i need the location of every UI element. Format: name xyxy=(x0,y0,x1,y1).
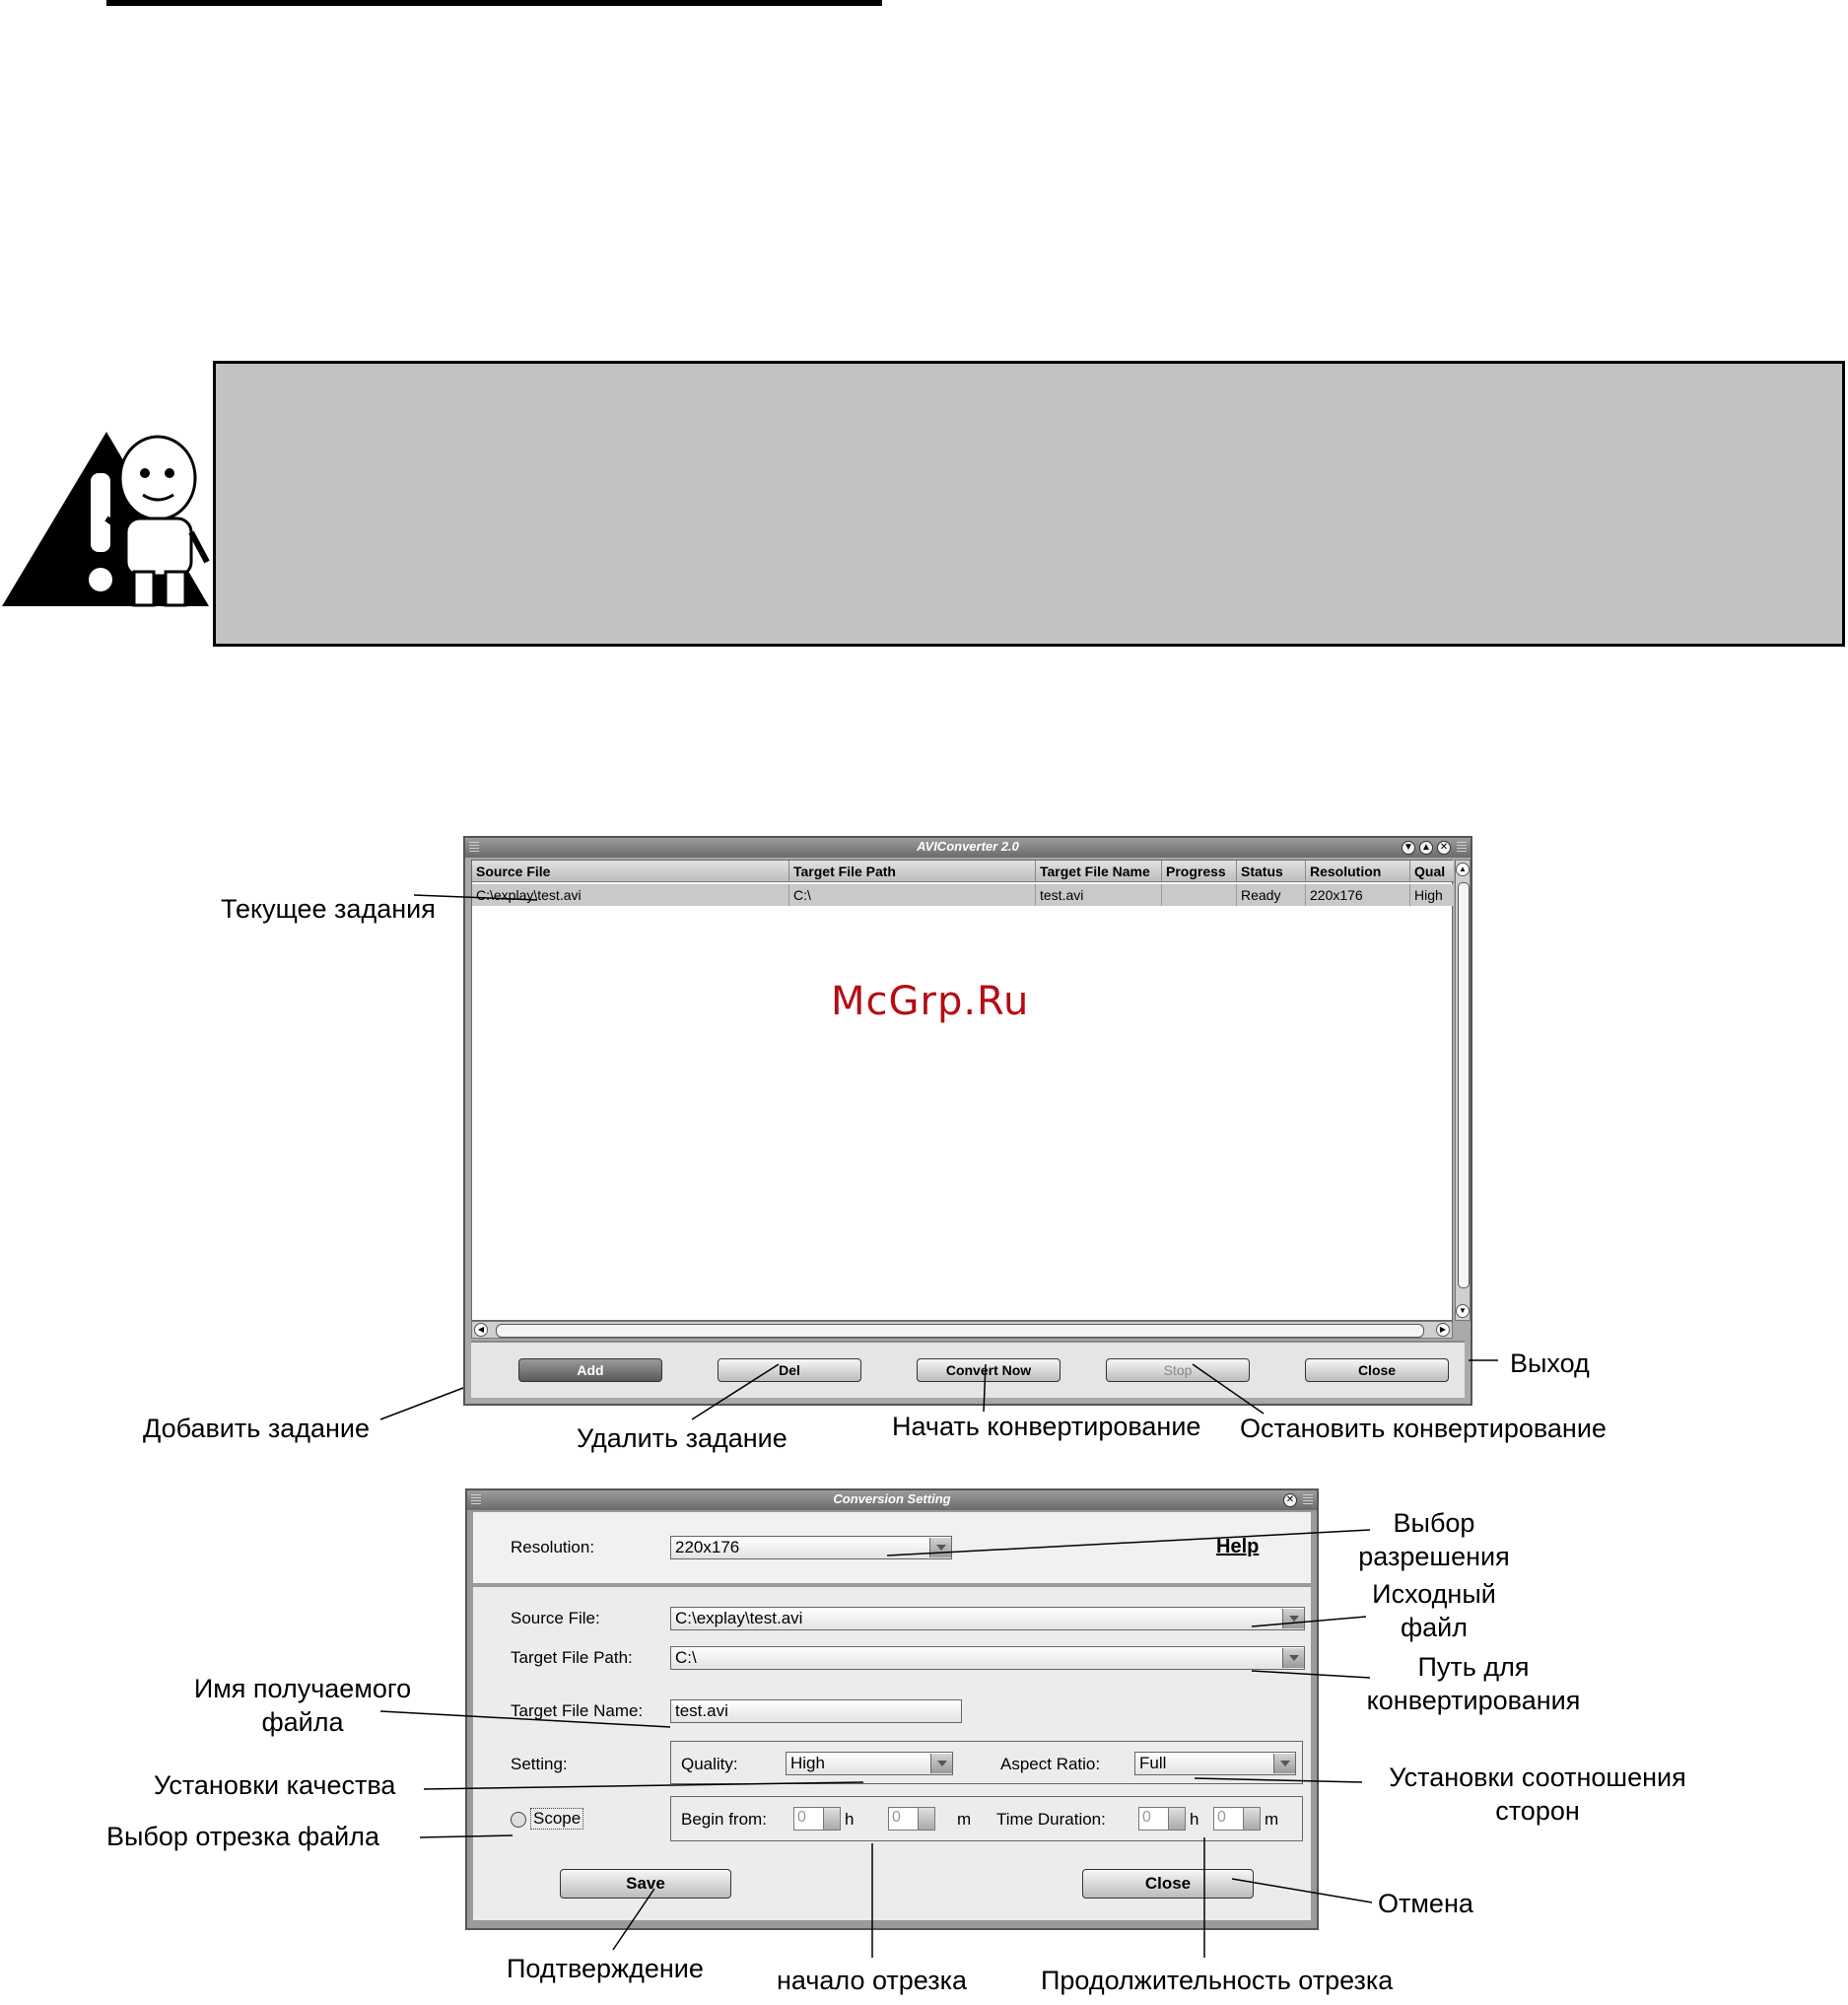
resolution-value: 220x176 xyxy=(675,1538,740,1556)
annotation-line: файл xyxy=(1400,1613,1469,1642)
settings-panel xyxy=(473,1587,1311,1920)
annotation-scope-choice: Выбор отрезка файла xyxy=(106,1822,380,1851)
source-file-label: Source File: xyxy=(511,1609,600,1627)
cell-quality: High xyxy=(1410,884,1454,906)
browse-icon[interactable] xyxy=(1282,1648,1304,1668)
cell-progress xyxy=(1162,884,1237,906)
stop-button[interactable]: Stop xyxy=(1106,1358,1250,1382)
chevron-down-icon[interactable] xyxy=(1273,1754,1295,1773)
aspect-ratio-value: Full xyxy=(1139,1754,1167,1772)
cell-target-name: test.avi xyxy=(1036,884,1162,906)
source-file-value: C:\explay\test.avi xyxy=(675,1609,803,1627)
scope-label[interactable]: Scope xyxy=(530,1808,583,1830)
aspect-ratio-label: Aspect Ratio: xyxy=(1000,1755,1101,1773)
annotation-line: сторон xyxy=(1495,1796,1580,1826)
minutes-unit: m xyxy=(957,1810,972,1829)
scroll-down-icon[interactable]: ▼ xyxy=(1456,1304,1470,1318)
source-file-field[interactable] xyxy=(670,1607,1305,1630)
annotation-segment-duration: Продолжительность отрезка xyxy=(1041,1966,1394,1995)
column-header-source[interactable]: Source File xyxy=(472,861,789,882)
grip-icon xyxy=(1303,1494,1313,1506)
target-name-label: Target File Name: xyxy=(511,1701,644,1720)
target-name-input[interactable]: test.avi xyxy=(670,1699,962,1723)
convert-now-button[interactable]: Convert Now xyxy=(917,1358,1061,1382)
column-header-target-path[interactable]: Target File Path xyxy=(789,861,1036,882)
annotation-line: разрешения xyxy=(1358,1542,1510,1571)
vertical-scrollbar[interactable] xyxy=(1455,860,1471,1321)
close-button[interactable]: Close xyxy=(1082,1869,1254,1899)
horizontal-scrollbar[interactable] xyxy=(471,1321,1453,1339)
horizontal-scroll-thumb[interactable] xyxy=(496,1324,1424,1338)
quality-label: Quality: xyxy=(681,1755,738,1773)
duration-hours-spinner[interactable]: 0 xyxy=(1138,1807,1186,1831)
column-header-quality[interactable]: Qual xyxy=(1410,861,1454,882)
task-list[interactable] xyxy=(471,860,1453,1321)
annotation-line: Имя получаемого xyxy=(193,1674,412,1703)
title-bar xyxy=(467,1490,1317,1510)
minutes-unit: m xyxy=(1265,1810,1279,1829)
aspect-ratio-select[interactable] xyxy=(1134,1752,1296,1775)
browse-icon[interactable] xyxy=(1282,1609,1304,1628)
annotation-quality-settings: Установки качества xyxy=(154,1770,396,1800)
avi-converter-window xyxy=(463,836,1472,1406)
warning-robot-icon xyxy=(0,424,212,611)
annotation-cancel: Отмена xyxy=(1378,1889,1473,1918)
close-icon[interactable]: ✕ xyxy=(1283,1493,1297,1507)
annotation-delete-task: Удалить задание xyxy=(577,1423,787,1453)
column-header-resolution[interactable]: Resolution xyxy=(1306,861,1410,882)
annotation-line: файла xyxy=(261,1707,344,1737)
annotation-target-name xyxy=(179,1672,426,1739)
cell-target-path: C:\ xyxy=(789,884,1036,906)
annotation-current-task: Текущее задания xyxy=(221,894,436,924)
column-header-status[interactable]: Status xyxy=(1237,861,1306,882)
time-duration-label: Time Duration: xyxy=(996,1810,1106,1829)
setting-group xyxy=(670,1741,1303,1784)
annotation-stop-convert: Остановить конвертирование xyxy=(1240,1414,1607,1443)
hours-unit: h xyxy=(1190,1810,1199,1829)
top-rule xyxy=(106,0,882,6)
setting-label: Setting: xyxy=(511,1755,568,1773)
cell-source: C:\explay\test.avi xyxy=(472,884,789,906)
annotation-line: Исходный xyxy=(1372,1579,1496,1609)
quality-value: High xyxy=(790,1754,825,1772)
help-link[interactable]: Help xyxy=(1216,1536,1260,1557)
scope-radio[interactable] xyxy=(511,1812,526,1828)
chevron-down-icon[interactable] xyxy=(930,1754,952,1773)
resolution-label: Resolution: xyxy=(511,1538,595,1556)
annotation-aspect-settings xyxy=(1380,1761,1695,1828)
save-button[interactable]: Save xyxy=(560,1869,731,1899)
cell-resolution: 220x176 xyxy=(1306,884,1410,906)
target-path-value: C:\ xyxy=(675,1648,697,1667)
scope-group xyxy=(670,1796,1303,1841)
del-button[interactable]: Del xyxy=(718,1358,861,1382)
grip-icon xyxy=(1457,842,1467,854)
annotation-line: Выбор xyxy=(1393,1508,1475,1538)
annotation-confirm: Подтверждение xyxy=(507,1954,704,1983)
begin-hours-spinner[interactable]: 0 xyxy=(793,1807,841,1831)
hours-unit: h xyxy=(845,1810,855,1829)
window-title: AVIConverter 2.0 xyxy=(917,839,1019,854)
title-bar xyxy=(465,838,1471,858)
annotation-line: Путь для xyxy=(1417,1652,1530,1682)
resolution-select[interactable] xyxy=(670,1536,952,1559)
duration-minutes-spinner[interactable]: 0 xyxy=(1213,1807,1261,1831)
close-button[interactable]: Close xyxy=(1305,1358,1449,1382)
target-path-field[interactable] xyxy=(670,1646,1305,1670)
minimize-icon[interactable]: ▼ xyxy=(1402,841,1415,855)
quality-select[interactable] xyxy=(786,1752,953,1775)
annotation-start-convert: Начать конвертирование xyxy=(892,1412,1201,1441)
watermark: McGrp.Ru xyxy=(831,979,1030,1024)
resolution-panel xyxy=(473,1512,1311,1583)
conversion-setting-window xyxy=(465,1488,1319,1930)
window-title: Conversion Setting xyxy=(833,1491,951,1506)
annotation-line: Установки соотношения xyxy=(1389,1763,1686,1792)
column-header-progress[interactable]: Progress xyxy=(1162,861,1237,882)
vertical-scroll-thumb[interactable] xyxy=(1458,882,1470,1288)
warning-box xyxy=(213,361,1845,647)
maximize-icon[interactable]: ▲ xyxy=(1419,841,1433,855)
chevron-down-icon[interactable] xyxy=(929,1538,951,1557)
add-button[interactable]: Add xyxy=(518,1358,662,1382)
annotation-path xyxy=(1350,1650,1597,1717)
scroll-up-icon[interactable]: ▲ xyxy=(1456,863,1470,876)
begin-from-label: Begin from: xyxy=(681,1810,767,1829)
begin-minutes-spinner[interactable]: 0 xyxy=(888,1807,935,1831)
scroll-right-icon[interactable]: ▶ xyxy=(1436,1323,1450,1337)
annotation-segment-start: начало отрезка xyxy=(777,1966,968,1995)
annotation-line: конвертирования xyxy=(1366,1686,1581,1715)
column-header-target-name[interactable]: Target File Name xyxy=(1036,861,1162,882)
annotation-add-task: Добавить задание xyxy=(143,1414,371,1443)
annotation-resolution-choice xyxy=(1350,1506,1518,1573)
close-icon[interactable]: ✕ xyxy=(1437,841,1451,855)
annotation-source-file xyxy=(1350,1577,1518,1644)
scroll-left-icon[interactable]: ◀ xyxy=(474,1323,488,1337)
cell-status: Ready xyxy=(1237,884,1306,906)
annotation-exit: Выход xyxy=(1510,1348,1590,1378)
target-path-label: Target File Path: xyxy=(511,1648,633,1667)
button-bar xyxy=(471,1341,1465,1398)
